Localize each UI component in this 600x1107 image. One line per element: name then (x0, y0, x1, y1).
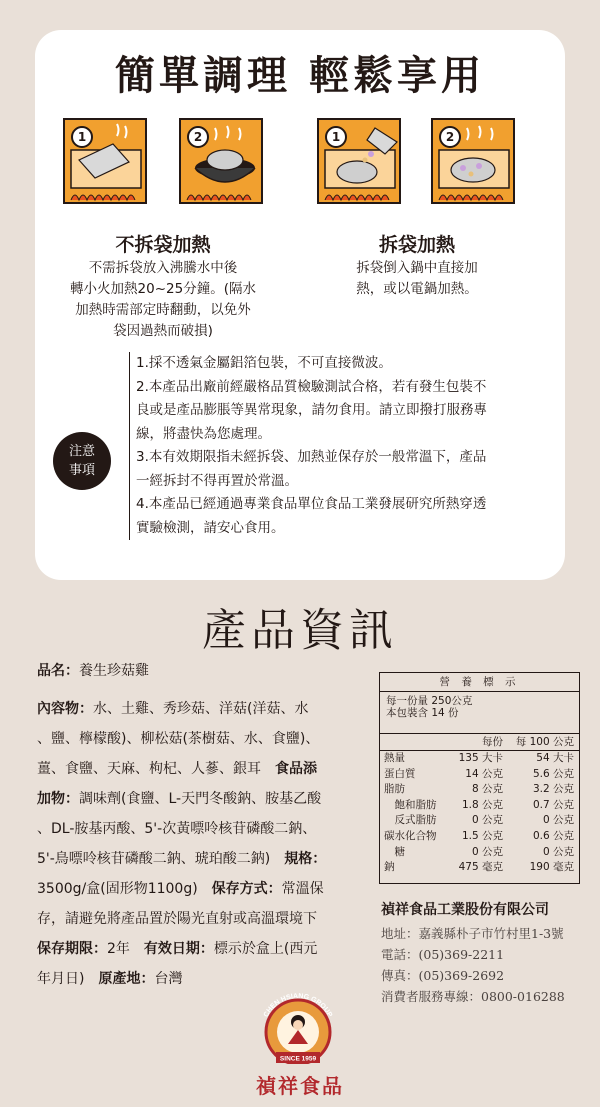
nutrition-rows (380, 751, 579, 876)
company-phone: 電話：(05)369-2211 (381, 947, 505, 962)
section-title: 產品資訊 (202, 605, 398, 656)
product-info-line: 薑、食鹽、天麻、枸杞、人蔘、銀耳 食品添 (37, 761, 317, 777)
nutrition-row: 飽和脂肪 1.8 公克 0.7 公克 (384, 798, 574, 811)
nutrition-row: 反式脂肪 0 公克 0 公克 (384, 814, 574, 827)
notice-line: 4.本產品已經通過專業食品單位食品工業發展研究所熱穿透 (136, 496, 487, 512)
nutrition-row: 碳水化合物 1.5 公克 0.6 公克 (384, 829, 574, 842)
nutrition-row: 熱量 135 大卡 54 大卡 (384, 752, 574, 764)
company-hotline: 消費者服務專線：0800-016288 (381, 989, 565, 1004)
company-fax: 傳真：(05)369-2692 (381, 968, 505, 983)
step-number: 1 (325, 126, 347, 148)
product-name-line: 品名：養生珍菇雞 (37, 663, 149, 679)
step-number: 2 (187, 126, 209, 148)
notice-list (129, 352, 556, 540)
svg-text:CHEN HSIANG GROUP: CHEN HSIANG GROUP (262, 992, 334, 1019)
notice-line: 良或是產品膨脹等異常現象，請勿食用。請立即撥打服務專 (136, 402, 487, 418)
product-info-line: 、DL-胺基丙酸、5'-次黃嘌呤核苷磷酸二鈉、 (37, 821, 317, 837)
notice-line: 1.採不透氣金屬鋁箔包裝，不可直接微波。 (136, 355, 392, 371)
nutrition-row: 蛋白質 14 公克 5.6 公克 (384, 767, 574, 780)
method2-step2-illustration (431, 118, 515, 204)
product-info-line: 3500g/盒(固形物1100g) 保存方式：常溫保 (37, 881, 324, 897)
step-number: 1 (71, 126, 93, 148)
product-info-line: 5'-鳥嘌呤核苷磷酸二鈉、琥珀酸二鈉) 規格： (37, 851, 327, 867)
method1-step2-illustration (179, 118, 263, 204)
method2-title: 拆袋加熱 (378, 234, 455, 256)
product-info (37, 656, 362, 994)
notice-line: 一經拆封不得再置於常溫。 (136, 472, 298, 489)
notice-line: 實驗檢測，請安心食用。 (136, 519, 285, 536)
product-info-line: 年月日) 原產地：台灣 (37, 971, 183, 987)
nutrition-header-row: 每份 每 100 公克 (380, 734, 579, 751)
step-number: 2 (439, 126, 461, 148)
notice-line: 3.本有效期限指未經拆袋、加熱並保存於一般常溫下，產品 (136, 449, 487, 465)
method1-title: 不拆袋加熱 (115, 234, 211, 256)
nutrition-row: 脂肪 8 公克 3.2 公克 (384, 783, 574, 796)
company-name: 禎祥食品工業股份有限公司 (381, 902, 549, 918)
product-info-line: 存，請避免將產品置於陽光直射或高溫環境下 (37, 911, 317, 927)
product-info-line: 、鹽、檸檬酸)、柳松菇(茶樹菇、水、食鹽)、 (37, 731, 320, 747)
brand-name: 禎祥食品 (256, 1074, 344, 1098)
headline: 簡單調理 輕鬆享用 (115, 52, 485, 99)
method2-description: 拆袋倒入鍋中直接加 熱，或以電鍋加熱。 (356, 260, 478, 297)
nutrition-table (379, 672, 580, 884)
product-info-line: 加物：調味劑(食鹽、L-天門冬酸鈉、胺基乙酸 (37, 791, 322, 807)
method1-step1-illustration (63, 118, 147, 204)
notice-line: 2.本產品出廠前經嚴格品質檢驗測試合格，若有發生包裝不 (136, 378, 487, 395)
notice-badge: 注意 事項 (53, 432, 111, 490)
brand-logo (250, 992, 346, 1064)
company-info (381, 900, 591, 1007)
nutrition-row: 鈉 475 毫克 190 毫克 (384, 861, 574, 874)
svg-text:SINCE 1959: SINCE 1959 (279, 1055, 317, 1063)
notice-line: 線，將盡快為您處理。 (136, 425, 271, 442)
method1-description: 不需拆袋放入沸騰水中後 轉小火加熱20~25分鐘。(隔水 加熱時需部定時翻動，以免外 袋因過熱而破損) (70, 260, 256, 339)
method2-step1-illustration (317, 118, 401, 204)
nutrition-row: 糖 0 公克 0 公克 (384, 845, 574, 858)
company-address: 地址：嘉義縣朴子市竹村里1-3號 (381, 926, 564, 941)
nutrition-title: 營 養 標 示 (380, 673, 579, 692)
product-info-line: 內容物：水、土雞、秀珍菇、洋菇(洋菇、水 (37, 701, 309, 717)
product-info-line: 保存期限：2年 有效日期：標示於盒上(西元 (37, 941, 318, 957)
nutrition-serving: 每一份量 250公克 本包裝含 14 份 (380, 692, 579, 734)
prep-card (35, 30, 565, 580)
